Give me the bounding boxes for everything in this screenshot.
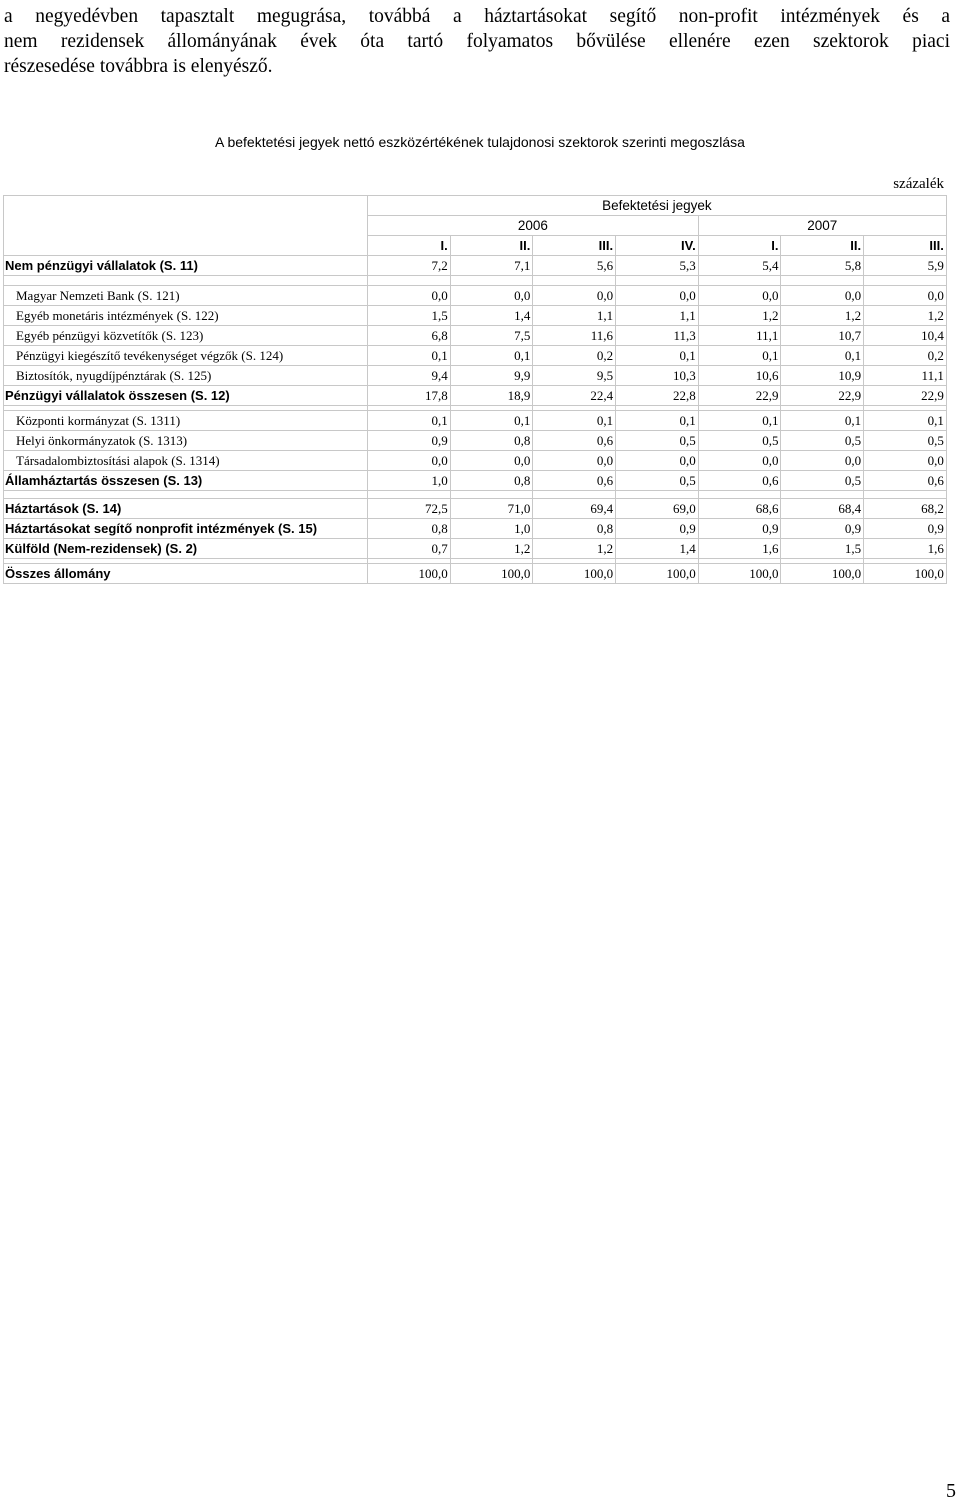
row-value: 11,6 — [533, 326, 616, 346]
row-label: Háztartások (S. 14) — [4, 499, 368, 519]
row-value: 9,4 — [368, 366, 451, 386]
row-value: 0,5 — [616, 431, 699, 451]
row-value: 5,6 — [533, 256, 616, 276]
row-value: 5,3 — [616, 256, 699, 276]
row-value: 0,1 — [368, 411, 451, 431]
row-value: 100,0 — [864, 564, 947, 584]
row-value: 100,0 — [698, 564, 781, 584]
row-value: 9,5 — [533, 366, 616, 386]
row-value: 5,8 — [781, 256, 864, 276]
row-value: 0,1 — [781, 346, 864, 366]
table-row — [4, 451, 947, 471]
row-value: 0,0 — [698, 451, 781, 471]
row-value: 0,5 — [781, 431, 864, 451]
row-label: Pénzügyi vállalatok összesen (S. 12) — [4, 386, 368, 406]
unit-label: százalék — [893, 176, 944, 192]
row-value: 100,0 — [450, 564, 533, 584]
row-label: Háztartásokat segítő nonprofit intézmények (S. 15) — [4, 519, 368, 539]
row-value: 0,0 — [781, 286, 864, 306]
row-value: 1,1 — [533, 306, 616, 326]
row-value: 7,5 — [450, 326, 533, 346]
row-value: 0,5 — [698, 431, 781, 451]
quarter-header: IV. — [616, 236, 699, 256]
row-value: 0,6 — [533, 471, 616, 491]
spacer-row — [4, 276, 947, 286]
row-value: 22,4 — [533, 386, 616, 406]
table-row — [4, 539, 947, 559]
spacer-cell — [698, 491, 781, 499]
row-value: 0,0 — [368, 451, 451, 471]
spacer-cell — [781, 276, 864, 286]
row-value: 0,1 — [781, 411, 864, 431]
spacer-cell — [4, 491, 368, 499]
row-value: 1,2 — [450, 539, 533, 559]
row-value: 10,4 — [864, 326, 947, 346]
row-value: 0,1 — [864, 411, 947, 431]
row-value: 1,6 — [698, 539, 781, 559]
row-value: 0,0 — [698, 286, 781, 306]
row-value: 1,2 — [698, 306, 781, 326]
row-value: 0,5 — [864, 431, 947, 451]
row-value: 7,1 — [450, 256, 533, 276]
year-header: 2007 — [698, 216, 946, 236]
row-value: 22,9 — [864, 386, 947, 406]
row-value: 22,8 — [616, 386, 699, 406]
row-value: 17,8 — [368, 386, 451, 406]
row-value: 1,4 — [616, 539, 699, 559]
row-value: 0,0 — [450, 286, 533, 306]
row-value: 11,1 — [698, 326, 781, 346]
row-value: 100,0 — [533, 564, 616, 584]
row-label: Államháztartás összesen (S. 13) — [4, 471, 368, 491]
row-value: 10,6 — [698, 366, 781, 386]
row-label: Biztosítók, nyugdíjpénztárak (S. 125) — [4, 366, 368, 386]
row-value: 0,5 — [616, 471, 699, 491]
table-body — [4, 256, 947, 584]
row-value: 0,9 — [781, 519, 864, 539]
row-label: Összes állomány — [4, 564, 368, 584]
row-value: 0,5 — [781, 471, 864, 491]
row-value: 0,1 — [533, 411, 616, 431]
row-value: 0,0 — [616, 451, 699, 471]
row-value: 0,1 — [698, 346, 781, 366]
spacer-cell — [450, 491, 533, 499]
row-value: 11,3 — [616, 326, 699, 346]
row-value: 0,9 — [368, 431, 451, 451]
spacer-cell — [781, 491, 864, 499]
row-value: 0,1 — [450, 411, 533, 431]
row-value: 10,3 — [616, 366, 699, 386]
table-row — [4, 326, 947, 346]
row-value: 0,0 — [533, 286, 616, 306]
spacer-row — [4, 491, 947, 499]
row-value: 0,8 — [450, 471, 533, 491]
row-value: 22,9 — [781, 386, 864, 406]
row-value: 69,0 — [616, 499, 699, 519]
row-value: 10,9 — [781, 366, 864, 386]
table-row — [4, 306, 947, 326]
row-value: 0,0 — [368, 286, 451, 306]
row-value: 1,2 — [533, 539, 616, 559]
table-row — [4, 286, 947, 306]
quarter-header: I. — [368, 236, 451, 256]
row-value: 72,5 — [368, 499, 451, 519]
row-label: Magyar Nemzeti Bank (S. 121) — [4, 286, 368, 306]
row-value: 1,2 — [864, 306, 947, 326]
group-header: Befektetési jegyek — [368, 196, 947, 216]
spacer-cell — [864, 491, 947, 499]
table-row — [4, 386, 947, 406]
row-value: 1,4 — [450, 306, 533, 326]
row-value: 5,9 — [864, 256, 947, 276]
spacer-cell — [616, 491, 699, 499]
row-value: 68,4 — [781, 499, 864, 519]
row-value: 1,5 — [368, 306, 451, 326]
spacer-cell — [616, 276, 699, 286]
row-value: 0,6 — [864, 471, 947, 491]
spacer-cell — [4, 276, 368, 286]
spacer-cell — [450, 276, 533, 286]
row-value: 18,9 — [450, 386, 533, 406]
row-value: 22,9 — [698, 386, 781, 406]
row-value: 71,0 — [450, 499, 533, 519]
row-value: 0,2 — [864, 346, 947, 366]
header-row-group — [4, 196, 947, 216]
row-value: 6,8 — [368, 326, 451, 346]
row-value: 1,1 — [616, 306, 699, 326]
row-label: Nem pénzügyi vállalatok (S. 11) — [4, 256, 368, 276]
table-row — [4, 499, 947, 519]
table-title: A befektetési jegyek nettó eszközértékének tulajdonosi szektorok szerinti megoszlása — [215, 134, 745, 150]
row-value: 0,8 — [450, 431, 533, 451]
row-value: 0,0 — [781, 451, 864, 471]
table-row — [4, 564, 947, 584]
table-row — [4, 256, 947, 276]
row-value: 100,0 — [781, 564, 864, 584]
spacer-cell — [368, 491, 451, 499]
spacer-cell — [698, 276, 781, 286]
row-label: Külföld (Nem-rezidensek) (S. 2) — [4, 539, 368, 559]
row-label: Egyéb monetáris intézmények (S. 122) — [4, 306, 368, 326]
quarter-header: III. — [533, 236, 616, 256]
row-value: 9,9 — [450, 366, 533, 386]
row-value: 0,1 — [616, 411, 699, 431]
row-value: 0,1 — [698, 411, 781, 431]
table-row — [4, 366, 947, 386]
row-value: 1,2 — [781, 306, 864, 326]
table-row — [4, 519, 947, 539]
table-row — [4, 346, 947, 366]
row-value: 5,4 — [698, 256, 781, 276]
row-value: 1,5 — [781, 539, 864, 559]
row-value: 1,6 — [864, 539, 947, 559]
row-label: Társadalombiztosítási alapok (S. 1314) — [4, 451, 368, 471]
row-value: 0,6 — [533, 431, 616, 451]
header-corner — [4, 196, 368, 256]
row-label: Központi kormányzat (S. 1311) — [4, 411, 368, 431]
intro-line: a negyedévben tapasztalt megugrása, továbbá a háztartásokat segítő non-profit intézmények és a — [4, 6, 950, 27]
row-value: 7,2 — [368, 256, 451, 276]
row-value: 10,7 — [781, 326, 864, 346]
row-value: 0,6 — [698, 471, 781, 491]
row-label: Pénzügyi kiegészítő tevékenységet végzők (S. 124) — [4, 346, 368, 366]
intro-line: nem rezidensek állományának évek óta tartó folyamatos bővülése ellenére ezen szektorok piaci — [4, 31, 950, 52]
intro-line: részesedése továbbra is elenyésző. — [4, 56, 273, 77]
row-value: 0,9 — [616, 519, 699, 539]
table-row — [4, 411, 947, 431]
spacer-cell — [864, 276, 947, 286]
row-value: 11,1 — [864, 366, 947, 386]
quarter-header: II. — [450, 236, 533, 256]
ownership-table — [3, 195, 947, 584]
row-value: 69,4 — [533, 499, 616, 519]
spacer-cell — [533, 276, 616, 286]
spacer-cell — [533, 491, 616, 499]
quarter-header: II. — [781, 236, 864, 256]
row-label: Egyéb pénzügyi közvetítők (S. 123) — [4, 326, 368, 346]
row-value: 1,0 — [368, 471, 451, 491]
row-value: 0,8 — [368, 519, 451, 539]
row-value: 0,0 — [616, 286, 699, 306]
row-value: 1,0 — [450, 519, 533, 539]
row-value: 68,2 — [864, 499, 947, 519]
table-row — [4, 431, 947, 451]
row-value: 0,8 — [533, 519, 616, 539]
year-header: 2006 — [368, 216, 699, 236]
row-value: 0,1 — [450, 346, 533, 366]
quarter-header: I. — [698, 236, 781, 256]
row-value: 100,0 — [368, 564, 451, 584]
table-row — [4, 471, 947, 491]
row-value: 0,9 — [698, 519, 781, 539]
row-value: 0,9 — [864, 519, 947, 539]
spacer-cell — [368, 276, 451, 286]
row-value: 0,2 — [533, 346, 616, 366]
quarter-header: III. — [864, 236, 947, 256]
row-value: 100,0 — [616, 564, 699, 584]
row-value: 0,1 — [616, 346, 699, 366]
row-value: 0,0 — [864, 286, 947, 306]
page-number: 5 — [946, 1480, 956, 1502]
row-value: 0,1 — [368, 346, 451, 366]
row-value: 0,7 — [368, 539, 451, 559]
intro-paragraph — [4, 4, 950, 79]
row-value: 0,0 — [864, 451, 947, 471]
row-value: 68,6 — [698, 499, 781, 519]
row-label: Helyi önkormányzatok (S. 1313) — [4, 431, 368, 451]
row-value: 0,0 — [450, 451, 533, 471]
row-value: 0,0 — [533, 451, 616, 471]
